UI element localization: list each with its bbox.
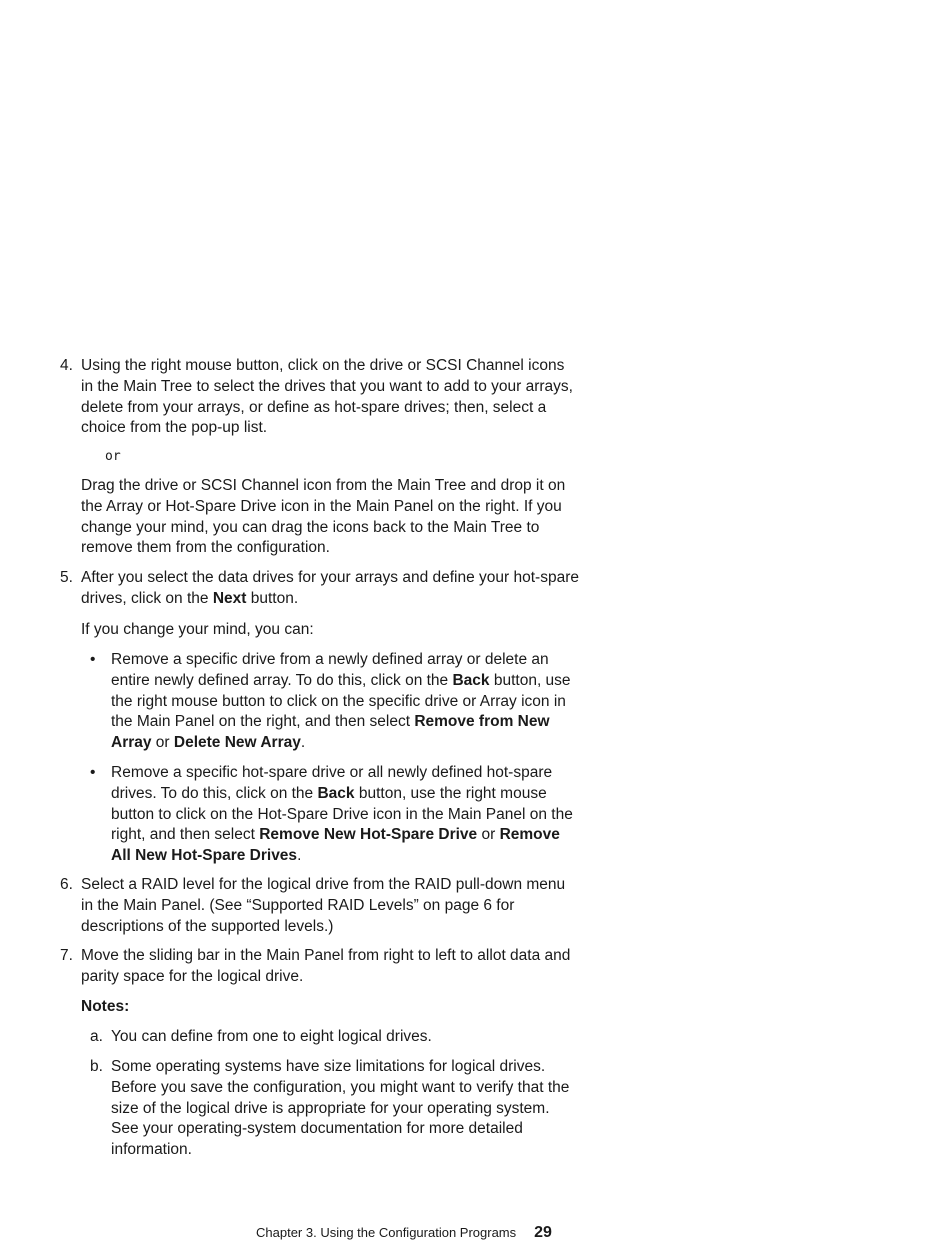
note-label: a.	[90, 1028, 103, 1045]
step-text: Using the right mouse button, click on the drive or SCSI Channel icons in the Main Tree to select the drives that you want to add to your arrays, delete from your arrays, or define as hot-spare drives; then, select a choice from the pop-up list.	[81, 357, 573, 437]
step-number: 4.	[60, 357, 73, 374]
note-item	[60, 1027, 580, 1048]
step-text: After you select the data drives for your arrays and define your hot-spare drives, click on the Next button.	[81, 569, 579, 607]
note-text: Some operating systems have size limitations for logical drives. Before you save the configuration, you might want to verify that the size of the logical drive is appropriate for your operating system. See your operating-system documentation for more detailed information.	[111, 1058, 570, 1159]
bullet-item: • Remove a specific hot-spare drive or all newly defined hot-spare drives. To do this, click on the Back button, use the right mouse button to click on the Hot-Spare Drive icon in the Main Panel on the right, and then select Remove New Hot-Spare Drive or Remove All New Hot-Spare Drives.	[90, 764, 573, 865]
note-text: You can define from one to eight logical drives.	[111, 1028, 432, 1045]
note-label: b.	[90, 1058, 103, 1075]
page-footer	[256, 1224, 552, 1242]
or-separator: or	[105, 449, 121, 464]
change-mind-paragraph: If you change your mind, you can:	[81, 621, 314, 638]
drag-paragraph: Drag the drive or SCSI Channel icon from the Main Tree and drop it on the Array or Hot-Spare Drive icon in the Main Panel on the right. If you change your mind, you can drag the icons back to the Main Tree to remove them from the configuration.	[81, 477, 566, 557]
step-number: 6.	[60, 876, 73, 893]
page-number: 29	[534, 1224, 552, 1241]
step-text: Move the sliding bar in the Main Panel from right to left to allot data and parity space for the logical drive.	[81, 947, 571, 985]
note-item	[60, 1057, 580, 1161]
step-4	[60, 356, 580, 439]
step-number: 7.	[60, 947, 73, 964]
bullet-item: • Remove a specific drive from a newly defined array or delete an entire newly defined array. To do this, click on the Back button, use the right mouse button to click on the specific drive or Array icon in the Main Panel on the right, and then select Remove from New Array or Delete New Array.	[90, 651, 571, 752]
chapter-title: Chapter 3. Using the Configuration Programs	[256, 1225, 517, 1240]
notes-heading: Notes:	[81, 998, 130, 1015]
step-7	[60, 946, 580, 988]
bullet-icon: •	[90, 764, 96, 781]
step-number: 5.	[60, 569, 73, 586]
step-5	[60, 568, 580, 610]
step-text: Select a RAID level for the logical drive from the RAID pull-down menu in the Main Panel. (See “Supported RAID Levels” on page 6 for descriptions of the supported levels.)	[81, 876, 566, 935]
bullet-icon: •	[90, 651, 96, 668]
step-6	[60, 875, 580, 937]
